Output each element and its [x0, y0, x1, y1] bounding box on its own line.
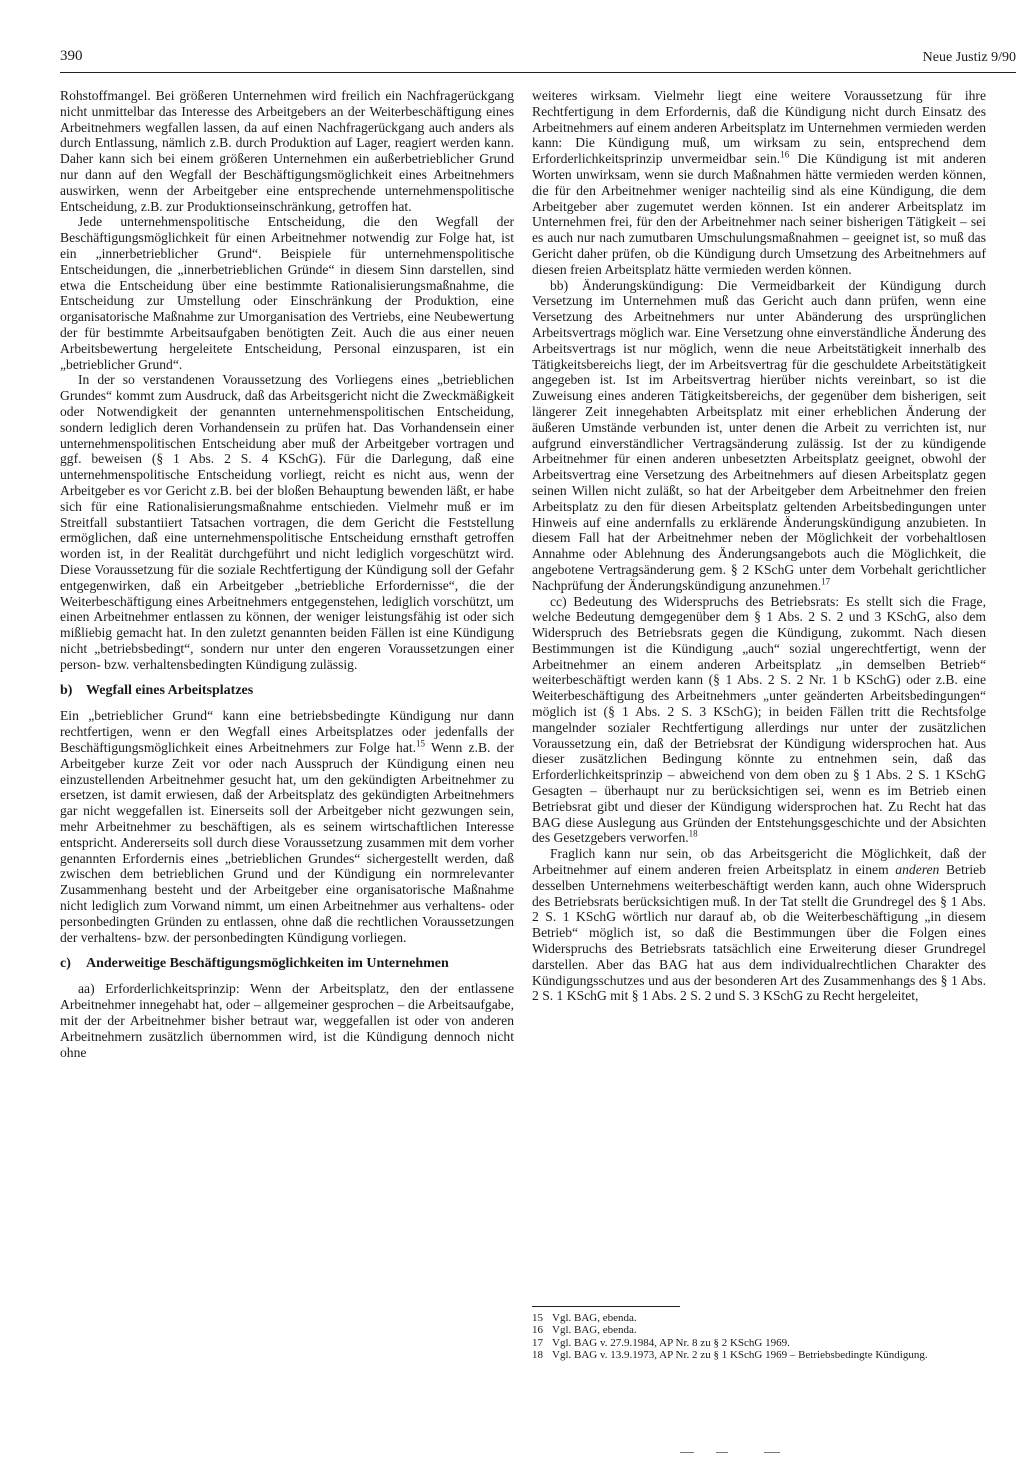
footnote-ref: 18 — [688, 828, 698, 839]
paragraph-text: Ein „betrieblicher Grund“ kann eine betriebsbedingte Kündigung nur dann rechtfertigen, wenn er den Wegfall eines Arbeitsplatzes oder jedenfalls der Beschäftigungsmöglichkeit eines Arbeitnehmers zur Folge hat. — [60, 708, 514, 756]
section-title: Anderweitige Beschäftigungsmöglichkeiten im Unternehmen — [86, 956, 449, 972]
paragraph — [532, 88, 986, 278]
right-column — [532, 88, 986, 1004]
section-number: c) — [60, 956, 71, 972]
footnote-number: 17 — [532, 1336, 543, 1349]
paragraph — [532, 594, 986, 847]
paragraph — [60, 708, 514, 945]
footnote-number: 16 — [532, 1324, 543, 1337]
paragraph: Jede unternehmenspolitische Entscheidung, die den Wegfall der Beschäftigungsmöglichkeit für einen Arbeitnehmer notwendig zur Folge hat, ist ein „innerbetrieblicher Grund“. Beispiele für unternehmenspolitische Entscheidungen, die „innerbetrieblichen Gründe“ in diesem Sinn darstellen, sind etwa die Entscheidung über eine bestimmte Rationalisierungsmaßnahme, die Entscheidung zur Umstellung oder Einschränkung der Produktion, eine organisatorische Maßnahme zur Umorganisation des Vertriebs, eine Neubewertung der für bestimmte Arbeitsaufgaben benötigten Zeit. Auch die aus einer neuen Arbeitsbewertung hergeleitete Entscheidung, Personal einzusparen, ist ein „betrieblicher Grund“. — [60, 214, 514, 372]
paragraph: aa) Erforderlichkeitsprinzip: Wenn der Arbeitsplatz, den der entlassene Arbeitnehmer innegehabt hat, oder – allgemeiner gesprochen – die Arbeitsaufgabe, mit der der Arbeitnehmer bisher betraut war, weggefallen ist oder von anderen Arbeitnehmern zusätzlich übernommen wird, ist die Kündigung dennoch nicht ohne — [60, 981, 514, 1060]
paragraph-text: cc) Bedeutung des Widerspruchs des Betriebsrats: Es stellt sich die Frage, welche Bedeutung demgegenüber dem § 1 Abs. 2 S. 2 und 3 KSchG, also dem Widerspruch des Betriebsrats gegen die Kündigung, zukommt. Nach diesen Bestimmungen ist die Kündigung „auch“ sozial ungerechtfertigt, wenn der Arbeitnehmer an einem anderen Arbeitsplatz „in demselben Betrieb“ weiterbeschäftigt werden kann (§ 1 Abs. 2 S. 2 Nr. 1 b KSchG) oder z.B. eine Weiterbeschäftigung des Arbeitnehmers „unter geänderten Arbeitsbedingungen“ möglich ist (§ 1 Abs. 2 S. 3 KSchG); in beiden Fällen tritt die Rechtsfolge mangelnder sozialer Rechtfertigung allerdings nur unter der zusätzlichen Voraussetzung ein, daß der Betriebsrat der Kündigung widersprochen hat. Aus dieser zusätzlichen Bedingung könnte zu entnehmen sein, daß das Erforderlichkeitsprinzip – abweichend von dem oben zu § 1 Abs. 2 S. 1 KSchG Gesagten – überhaupt nur zu berücksichtigen sei, wenn es im Betrieb einen Betriebsrat gibt und dieser der Kündigung widersprochen hat. Zu Recht hat das BAG diese Auslegung aus Gründen der Entstehungsgeschichte und der Absichten des Gesetzgebers verworfen. — [532, 593, 986, 846]
footnote — [532, 1349, 986, 1361]
footnote-text: Vgl. BAG v. 27.9.1984, AP Nr. 8 zu § 2 KSchG 1969. — [552, 1336, 790, 1349]
section-title: Wegfall eines Arbeitsplatzes — [86, 683, 254, 699]
paragraph — [532, 278, 986, 594]
footnotes — [532, 1306, 986, 1362]
section-heading-c — [60, 956, 514, 972]
footnote — [532, 1337, 986, 1349]
paragraph-text: Die Kündigung ist mit anderen Worten unwirksam, wenn sie durch Maßnahmen hätte vermieden werden können, die für den Arbeitnehmer weniger nachteilig sind als eine Kündigung, die dem Arbeitgeber aber zugemutet werden können. Ist ein anderer Arbeitsplatz im Unternehmen frei, für den der Arbeitnehmer nach seiner bisherigen Tätigkeit – sei es auch nur nach zumutbaren Umschulungsmaßnahmen – geeignet ist, so muß das Gericht daher prüfen, ob die Kündigung durch Umsetzung des Arbeitnehmers auf diesen freien Arbeitsplatz hätte vermieden werden können. — [532, 151, 987, 277]
journal-name: Neue Justiz 9/90 — [922, 50, 1016, 65]
footnote-ref: 17 — [821, 576, 831, 587]
footnote — [532, 1312, 986, 1324]
footnote-text: Vgl. BAG, ebenda. — [552, 1324, 637, 1337]
footnote-ref: 16 — [780, 149, 790, 160]
scan-artifact — [680, 1452, 694, 1453]
paragraph-text: bb) Änderungskündigung: Die Vermeidbarkeit der Kündigung durch Versetzung im Unternehmen muß das Gericht auch dann prüfen, wenn eine Versetzung des Arbeitnehmers nur unter Abänderung des ursprünglichen Arbeitsvertrags möglich war. Eine Versetzung ohne einverständliche Änderung des Arbeitsvertrags ist nur möglich, wenn die neue Arbeitstätigkeit innerhalb des Tätigkeitsbereichs liegt, der im Arbeitsvertrag für die geschuldete Arbeitstätigkeit angegeben ist. Ist im Arbeitsvertrag hierüber nichts vereinbart, so ist die Zuweisung eines anderen Tätigkeitsbereichs, der gegenüber dem bisherigen, seit längerer Zeit innegehabten Arbeitsplatz mit einer erheblichen Änderung der äußeren Umstände verbunden ist, unter denen die Arbeit zu verrichten ist, nur aufgrund einverständlicher Vertragsänderung zulässig. Ist der zu kündigende Arbeitnehmer für einen anderen unbesetzten Arbeitsplatz geeignet, obwohl der Arbeitsvertrag eine Versetzung des Arbeitnehmers auf diesen Arbeitsplatz gegen seinen Willen nicht zuläßt, so hat der Arbeitgeber dem Arbeitnehmer den freien Arbeitsplatz zu den für diesen Arbeitsplatz geltenden Arbeitsbedingungen unter Hinweis auf eine andernfalls zu erklärende Änderungskündigung anzubieten. In diesem Fall hat der Arbeitnehmer neben der Möglichkeit der vorbehaltlosen Annahme oder Ablehnung des Änderungsangebots auch die Möglichkeit, die angebotene Vertragsänderung gem. § 2 KSchG unter dem Vorbehalt gerichtlicher Nachprüfung der Änderungskündigung anzunehmen. — [532, 277, 986, 593]
left-column — [60, 88, 514, 1060]
footnote-number: 15 — [532, 1312, 543, 1324]
footnote-ref: 15 — [416, 738, 426, 749]
page-number: 390 — [60, 48, 83, 64]
paragraph-text: Betrieb desselben Unternehmens weiterbeschäftigt werden kann, auch ohne Widerspruch des Betriebsrats berücksichtigen muß. In der Tat stellt die Grundregel des § 1 Abs. 2 S. 1 KSchG wörtlich nur darauf ab, ob die Weiterbeschäftigung „in diesem Betrieb“ möglich ist, so daß die Bestimmungen über die Folgen eines Widerspruchs des Betriebsrats tatsächlich eine Erweiterung dieser Grundregel darstellen. Aber das BAG hat aus dem individualrechtlichen Charakter des Kündigungsschutzes und aus der besonderen Art des Zusammenhangs des § 1 Abs. 2 S. 1 KSchG mit § 1 Abs. 2 S. 2 und S. 3 KSchG zu Recht hergeleitet, — [532, 862, 986, 1004]
section-heading-b — [60, 683, 514, 699]
paragraph-text: Wenn z.B. der Arbeitgeber kurze Zeit vor oder nach Ausspruch der Kündigung einen neu einzustellenden Arbeitnehmer gesucht hat, um den gekündigten Arbeitnehmer zu ersetzen, ist damit erwiesen, daß der Arbeitsplatz des gekündigten Arbeitnehmers gar nicht weggefallen ist. Einerseits soll der Arbeitgeber nicht gezwungen sein, mehr Arbeitnehmer zu beschäftigen, als es seinem wirtschaftlichen Interesse entspricht. Andererseits soll durch diese Voraussetzung zusammen mit dem vorher genannten Erfordernis eines „betrieblichen Grundes“ sichergestellt werden, daß zwischen dem betrieblichen Grund und der Kündigung ein normrelevanter Zusammenhang besteht und der Arbeitgeber eine organisatorische Maßnahme nicht lediglich zum Vorwand nimmt, um einen Arbeitnehmer aus verhaltens- oder personbedingten Gründen zu entlassen, ohne daß die rechtlichen Voraussetzungen der verhaltens- bzw. der personbedingten Kündigung vorliegen. — [60, 740, 515, 945]
footnote-number: 18 — [532, 1349, 543, 1362]
emphasis: anderen — [895, 862, 940, 878]
footnote-text: Vgl. BAG, ebenda. — [552, 1312, 637, 1324]
paragraph-text: weiteres wirksam. Vielmehr liegt eine weitere Voraussetzung für ihre Rechtfertigung in dem Erfordernis, daß die Kündigung nicht durch Einsatz des Arbeitnehmers auf einem anderen Arbeitsplatz im Unternehmen vermieden werden kann: Die Kündigung muß, um wirksam zu sein, entsprechend dem Erforderlichkeitsprinzip unvermeidbar sein. — [532, 88, 986, 167]
footnote-divider — [532, 1306, 680, 1307]
section-number: b) — [60, 683, 73, 699]
footnote-text: Vgl. BAG v. 13.9.1973, AP Nr. 2 zu § 1 KSchG 1969 – Betriebsbedingte Kündigung. — [552, 1349, 928, 1362]
scan-artifact — [764, 1452, 780, 1453]
scan-artifact — [716, 1452, 728, 1453]
paragraph-text: Fraglich kann nur sein, ob das Arbeitsgericht die Möglichkeit, daß der Arbeitnehmer auf einem anderen freien Arbeitsplatz in einem — [532, 846, 986, 878]
page-header — [60, 48, 1016, 73]
paragraph: In der so verstandenen Voraussetzung des Vorliegens eines „betrieblichen Grundes“ kommt zum Ausdruck, daß das Arbeitsgericht nicht die Zweckmäßigkeit oder Notwendigkeit der genannten unternehmenspolitischen Entscheidung, sondern lediglich deren Vorhandensein zu prüfen hat. Das Vorhandensein einer unternehmenspolitischen Entscheidung aber muß der Arbeitgeber vortragen und ggf. beweisen (§ 1 Abs. 2 S. 4 KSchG). Für die Darlegung, daß eine unternehmenspolitische Entscheidung vorliegt, reicht es nicht aus, wenn der Arbeitgeber es vor Gericht z.B. bei der bloßen Behauptung bewenden läßt, er habe sich für eine Rationalisierungsmaßnahme entschieden. Vielmehr muß er im Streitfall substantiiert Tatsachen vortragen, die dem Gericht die Feststellung ermöglichen, daß eine unternehmenspolitische Entscheidung ernsthaft getroffen worden ist, in der Realität durchgeführt und nicht lediglich vorgeschützt wird. Diese Voraussetzung für die soziale Rechtfertigung der Kündigung soll der Gefahr entgegenwirken, daß ein Arbeitgeber „betriebliche Erfordernisse“, die der Weiterbeschäftigung eines Arbeitnehmers entgegenstehen, lediglich vorschützt, um einen Arbeitnehmer entlassen zu können, der weniger leistungsfähig ist oder sich mißliebig gemacht hat. In den zuletzt genannten beiden Fällen ist eine Kündigung nicht „betriebsbedingt“, sondern nur unter den engeren Voraussetzungen einer person- bzw. verhaltensbedingten Kündigung zulässig. — [60, 372, 514, 672]
paragraph: Rohstoffmangel. Bei größeren Unternehmen wird freilich ein Nachfragerückgang nicht unmittelbar das Interesse des Arbeitgebers an der Weiterbeschäftigung eines Arbeitnehmers wegfallen lassen, da auf einen Nachfragerückgang auch anders als durch Entlassung, nämlich z.B. durch Produktion auf Lager, reagiert werden kann. Daher kann sich bei einem größeren Unternehmen ein außerbetrieblicher Grund nur dann auf den Wegfall der Beschäftigungsmöglichkeit eines Arbeitnehmers auswirken, wenn der Arbeitgeber eine entsprechende unternehmenspolitische Entscheidung, z.B. zur Produktionseinschränkung, getroffen hat. — [60, 88, 514, 214]
footnote — [532, 1324, 986, 1336]
paragraph — [532, 846, 986, 1004]
